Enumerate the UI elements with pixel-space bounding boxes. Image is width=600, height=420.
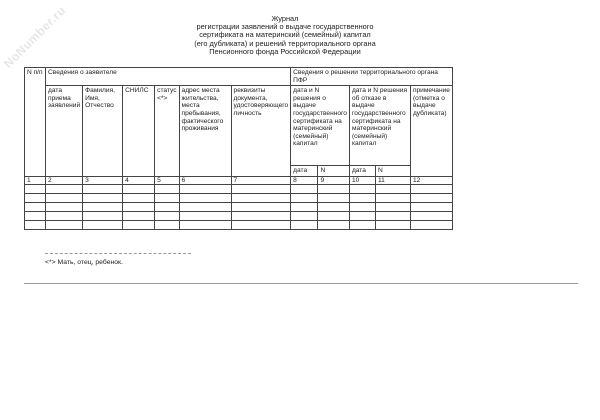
header-date-received: дата приема заявлений bbox=[46, 86, 83, 177]
table-cell bbox=[123, 185, 155, 194]
table-row bbox=[25, 221, 453, 230]
table-cell bbox=[179, 194, 231, 203]
header-id-document: реквизиты документа, удостоверяющего личность bbox=[231, 86, 291, 177]
journal-table bbox=[24, 67, 453, 230]
header-snils: СНИЛС bbox=[123, 86, 155, 177]
table-cell bbox=[349, 221, 375, 230]
table-cell bbox=[46, 185, 83, 194]
table-cell bbox=[123, 194, 155, 203]
table-cell bbox=[46, 212, 83, 221]
header-refusal-decision: дата и N решения об отказе в выдаче государственного сертификата на материнский (семейный) капитал bbox=[349, 86, 410, 166]
table-cell bbox=[291, 203, 318, 212]
document-title bbox=[180, 15, 390, 56]
column-number: 1 bbox=[25, 176, 46, 185]
title-line: регистрации заявлений о выдаче государственного bbox=[196, 22, 374, 32]
column-number: 9 bbox=[318, 176, 349, 185]
table-cell bbox=[179, 221, 231, 230]
table-cell bbox=[123, 221, 155, 230]
table-cell bbox=[25, 221, 46, 230]
table-cell bbox=[123, 212, 155, 221]
table-cell bbox=[231, 203, 291, 212]
column-number: 8 bbox=[291, 176, 318, 185]
table-cell bbox=[83, 203, 123, 212]
footnote-separator bbox=[45, 253, 191, 254]
table-cell bbox=[231, 212, 291, 221]
table-cell bbox=[123, 203, 155, 212]
column-number: 2 bbox=[46, 176, 83, 185]
table-cell bbox=[83, 194, 123, 203]
table-cell bbox=[291, 221, 318, 230]
header-decision-group: Сведения о решении территориального органа ПФР bbox=[291, 68, 453, 86]
title-line: (его дубликата) и решений территориального органа bbox=[194, 38, 376, 48]
title-line: Журнал bbox=[271, 14, 299, 23]
table-cell bbox=[375, 185, 410, 194]
table-cell bbox=[231, 221, 291, 230]
column-number: 11 bbox=[375, 176, 410, 185]
title-line: Пенсионного фонда Российской Федерации bbox=[209, 46, 361, 56]
table-row bbox=[25, 212, 453, 221]
divider bbox=[24, 283, 578, 284]
header-note: примечание (отметка о выдаче дубликата) bbox=[410, 86, 452, 177]
table-cell bbox=[179, 203, 231, 212]
header-full-name: Фамилия, Имя, Отчество bbox=[83, 86, 123, 177]
table-cell bbox=[83, 185, 123, 194]
table-cell bbox=[46, 194, 83, 203]
table-cell bbox=[291, 194, 318, 203]
table-cell bbox=[25, 203, 46, 212]
footnote: <*> Мать, отец, ребенок. bbox=[45, 259, 123, 266]
table-cell bbox=[83, 221, 123, 230]
table-cell bbox=[375, 194, 410, 203]
table-cell bbox=[231, 185, 291, 194]
table-cell bbox=[231, 194, 291, 203]
table-cell bbox=[25, 212, 46, 221]
column-number-row bbox=[25, 176, 453, 185]
table-cell bbox=[410, 221, 452, 230]
table-cell bbox=[46, 203, 83, 212]
table-cell bbox=[318, 212, 349, 221]
table-cell bbox=[25, 194, 46, 203]
table-cell bbox=[179, 212, 231, 221]
table-row bbox=[25, 194, 453, 203]
table-cell bbox=[155, 212, 179, 221]
column-number: 10 bbox=[349, 176, 375, 185]
table-cell bbox=[83, 212, 123, 221]
table-cell bbox=[155, 194, 179, 203]
table-cell bbox=[410, 203, 452, 212]
table-cell bbox=[291, 212, 318, 221]
column-number: 6 bbox=[179, 176, 231, 185]
table-cell bbox=[410, 212, 452, 221]
table-cell bbox=[318, 203, 349, 212]
subheader-date: дата bbox=[349, 166, 375, 177]
header-issue-decision: дата и N решения о выдаче государственного сертификата на материнский (семейный) капитал bbox=[291, 86, 350, 166]
table-cell bbox=[155, 221, 179, 230]
table-cell bbox=[318, 194, 349, 203]
table-cell bbox=[155, 185, 179, 194]
table-cell bbox=[179, 185, 231, 194]
column-number: 4 bbox=[123, 176, 155, 185]
table-cell bbox=[349, 212, 375, 221]
table-cell bbox=[318, 221, 349, 230]
table-cell bbox=[155, 203, 179, 212]
header-number: N п/п bbox=[25, 68, 46, 177]
table-cell bbox=[291, 185, 318, 194]
table-row bbox=[25, 185, 453, 194]
subheader-n: N bbox=[375, 166, 410, 177]
column-number: 7 bbox=[231, 176, 291, 185]
table-cell bbox=[375, 203, 410, 212]
header-address: адрес места жительства, места пребывания, фактического проживания bbox=[179, 86, 231, 177]
table-cell bbox=[46, 221, 83, 230]
table-cell bbox=[375, 221, 410, 230]
subheader-n: N bbox=[318, 166, 349, 177]
table-cell bbox=[318, 185, 349, 194]
table-cell bbox=[349, 185, 375, 194]
header-status: статус <*> bbox=[155, 86, 179, 177]
column-number: 12 bbox=[410, 176, 452, 185]
table-row bbox=[25, 203, 453, 212]
column-number: 5 bbox=[155, 176, 179, 185]
title-line: сертификата на материнский (семейный) капитал bbox=[199, 30, 371, 40]
column-number: 3 bbox=[83, 176, 123, 185]
subheader-date: дата bbox=[291, 166, 318, 177]
table-cell bbox=[349, 194, 375, 203]
table-cell bbox=[410, 194, 452, 203]
watermark: NoNumber.ru bbox=[0, 3, 69, 71]
table-cell bbox=[25, 185, 46, 194]
header-applicant-group: Сведения о заявителе bbox=[46, 68, 291, 86]
table-cell bbox=[375, 212, 410, 221]
table-cell bbox=[349, 203, 375, 212]
table-cell bbox=[410, 185, 452, 194]
